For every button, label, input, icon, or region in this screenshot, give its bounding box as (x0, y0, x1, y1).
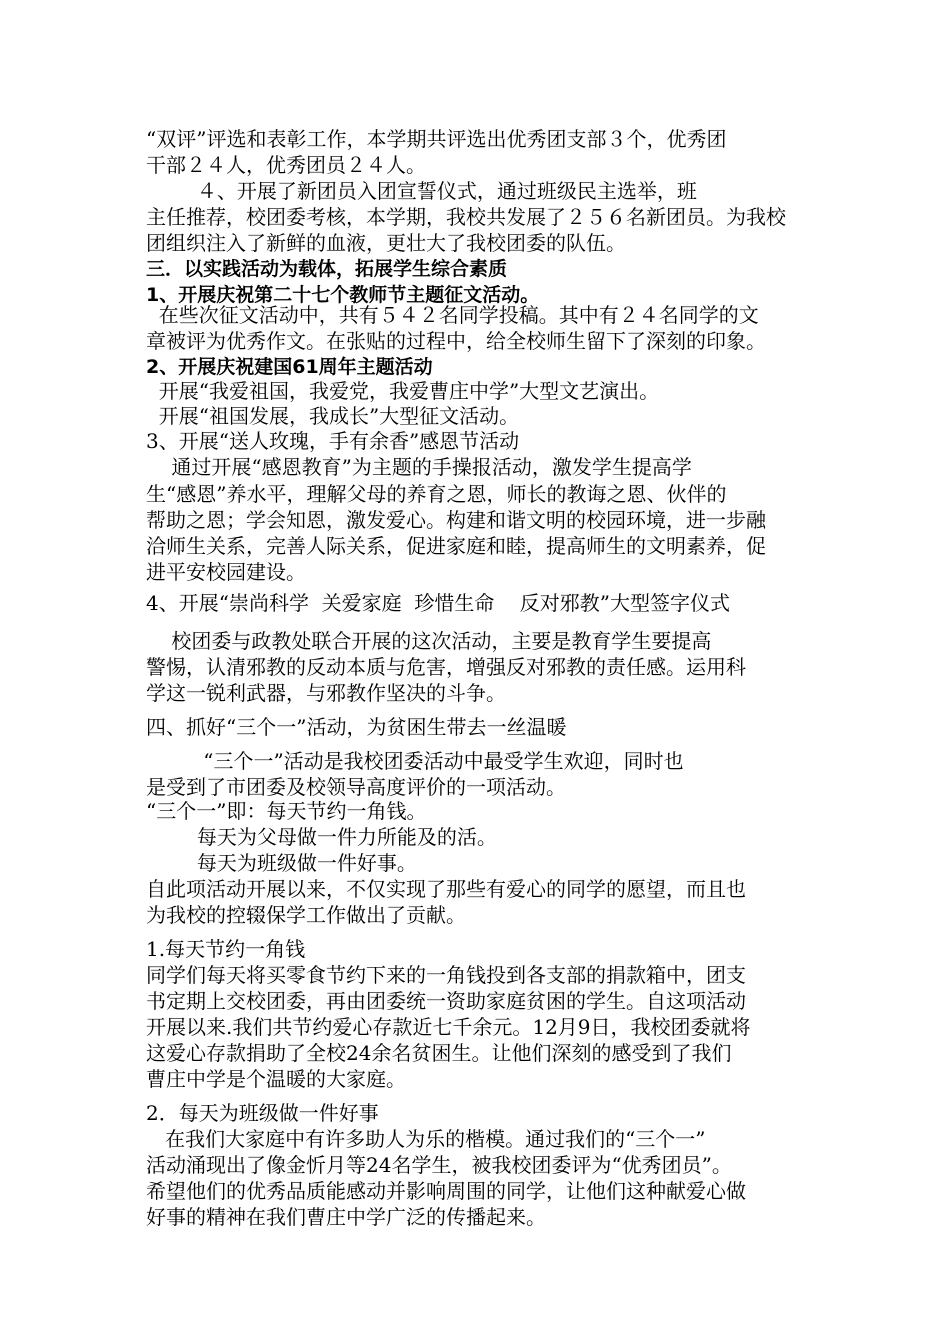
paragraph-line: 开展“祖国发展，我成长”大型征文活动。 (146, 404, 520, 428)
paragraph-line: 是受到了市团委及校领导高度评价的一项活动。 (146, 775, 566, 799)
paragraph-line: 洽师生关系，完善人际关系，促进家庭和睦，提高师生的文明素养，促 (146, 534, 766, 558)
paragraph-line: 团组织注入了新鲜的血液，更壮大了我校团委的队伍。 (146, 231, 626, 255)
paragraph-line: 帮助之恩；学会知恩，激发爱心。构建和谐文明的校园环境，进一步融 (146, 508, 766, 532)
paragraph-line: 每天为班级做一件好事。 (146, 851, 417, 875)
paragraph-line: 通过开展“感恩教育”为主题的手操报活动，激发学生提高学 (146, 455, 692, 479)
paragraph-line: 开展以来.我们共节约爱心存款近七千余元。12月9日，我校团委就将 (146, 1015, 751, 1039)
paragraph-line: “三个一”即：每天节约一角钱。 (146, 799, 427, 823)
paragraph-line: “双评”评选和表彰工作，本学期共评选出优秀团支部３个，优秀团 (146, 127, 727, 151)
paragraph-line: 在我们大家庭中有许多助人为乐的楷模。通过我们的“三个一” (146, 1127, 706, 1151)
paragraph-line: 主任推荐，校团委考核，本学期，我校共发展了２５６名新团员。为我校 (146, 205, 786, 229)
paragraph-line: 同学们每天将买零食节约下来的一角钱投到各支部的捐款箱中，团支 (146, 963, 746, 987)
subsection-heading: 4、开展“崇尚科学 关爱家庭 珍惜生命 反对邪教”大型签字仪式 (146, 591, 731, 615)
paragraph-line: 生“感恩”养水平，理解父母的养育之恩，师长的教诲之恩、伙伴的 (146, 482, 727, 506)
subsection-heading: 1、开展庆祝第二十七个教师节主题征文活动。 (146, 284, 540, 306)
paragraph-line: 在些次征文活动中，共有５４２名同学投稿。其中有２４名同学的文 (146, 303, 759, 327)
paragraph-line: 章被评为优秀作文。在张贴的过程中，给全校师生留下了深刻的印象。 (146, 329, 766, 353)
paragraph-line: 希望他们的优秀品质能感动并影响周围的同学，让他们这种献爱心做 (146, 1179, 746, 1203)
paragraph-line: 活动涌现出了像金忻月等24名学生，被我校团委评为“优秀团员”。 (146, 1153, 732, 1177)
paragraph-line: ４、开展了新团员入团宣誓仪式，通过班级民主选举，班 (146, 179, 697, 203)
paragraph-line: 干部２４人，优秀团员２４人。 (146, 153, 426, 177)
paragraph-line: 为我校的控辍保学工作做出了贡献。 (146, 903, 466, 927)
subsection-heading: 2．每天为班级做一件好事 (146, 1101, 379, 1125)
paragraph-line: 开展“我爱祖国，我爱党，我爱曹庄中学”大型文艺演出。 (146, 379, 660, 403)
subsection-heading: 2、开展庆祝建国61周年主题活动 (146, 356, 433, 378)
section-heading: 三．以实践活动为载体，拓展学生综合素质 (146, 258, 508, 280)
paragraph-line: 曹庄中学是个温暖的大家庭。 (146, 1067, 406, 1091)
paragraph-line: 自此项活动开展以来，不仅实现了那些有爱心的同学的愿望，而且也 (146, 877, 746, 901)
paragraph-line: 书定期上交校团委，再由团委统一资助家庭贫困的学生。自这项活动 (146, 989, 746, 1013)
paragraph-line: 学这一锐利武器，与邪教作坚决的斗争。 (146, 681, 506, 705)
paragraph-line: “三个一”活动是我校团委活动中最受学生欢迎，同时也 (146, 749, 684, 773)
section-heading: 四、抓好“三个一”活动，为贫困生带去一丝温暖 (146, 715, 567, 739)
paragraph-line: 这爱心存款捐助了全校24余名贫困生。让他们深刻的感受到了我们 (146, 1041, 732, 1065)
paragraph-line: 进平安校园建设。 (146, 560, 306, 584)
subsection-heading: 3、开展“送人玫瑰，手有余香”感恩节活动 (146, 429, 520, 453)
paragraph-line: 每天为父母做一件力所能及的活。 (146, 825, 497, 849)
paragraph-line: 校团委与政教处联合开展的这次活动，主要是教育学生要提高 (146, 629, 712, 653)
subsection-heading: 1.每天节约一角钱 (146, 937, 306, 961)
paragraph-line: 好事的精神在我们曹庄中学广泛的传播起来。 (146, 1205, 546, 1229)
paragraph-line: 警惕，认清邪教的反动本质与危害，增强反对邪教的责任感。运用科 (146, 655, 746, 679)
